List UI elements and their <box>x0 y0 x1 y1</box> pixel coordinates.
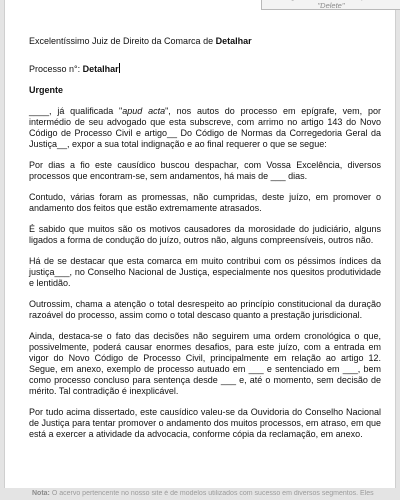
paragraph-5: Há de se destacar que esta comarca em muito contribui com os péssimos índices da justiça___, no Conselho Nacional de Justiça, especialmente nos quesitos produtividade e lentidão. <box>29 256 381 288</box>
paragraph-1 <box>29 106 381 150</box>
text-cursor <box>119 63 120 73</box>
paragraph-8: Por tudo acima dissertado, este causídico valeu-se da Ouvidoria do Conselho Nacional de Justiça para tentar promover o andamento dos muitos processos, em atraso, em que está a exercer a atividade da advocacia, conforme cópia da reclamação, em anexo. <box>29 407 381 439</box>
footer-note <box>32 490 392 497</box>
address-prefix: Excelentíssimo Juiz de Direito da Comarca de <box>29 36 216 46</box>
address-line <box>29 36 381 47</box>
process-placeholder[interactable]: Detalhar <box>82 64 119 74</box>
process-prefix: Processo n°: <box>29 64 83 74</box>
editor-comment-box <box>261 0 400 10</box>
document-body <box>29 36 381 450</box>
paragraph-7: Ainda, destaca-se o fato das decisões não seguirem uma ordem cronológica o que, possivelmente, poderá causar enormes desafios, para este juízo, com a entrada em vigor do Novo Código de Processo Civil, principalmente em relação ao artigo 12. Segue, em anexo, exemplo de processo autuado em ___ e sentenciado em ___, bem como processo concluso para sentença desde ___ e, até o momento, sem decisão de mérito. Tal contradição é inexplicável. <box>29 331 381 396</box>
urgent-heading: Urgente <box>29 85 64 95</box>
address-placeholder[interactable]: Detalhar <box>215 36 252 46</box>
process-line <box>29 63 381 75</box>
paragraph-6: Outrossim, chama a atenção o total desrespeito ao princípio constitucional da duração razoável do processo, assim como o total descaso quanto a prestação jurisdicional. <box>29 299 381 320</box>
note-label: Nota: <box>32 490 50 497</box>
paragraph-4: É sabido que muitos são os motivos causadores da morosidade do judiciário, alguns ligados a forma de condução do juízo, outros não, alguns compreensíveis, outros não. <box>29 224 381 245</box>
comment-line-2: "Delete" <box>317 1 345 10</box>
paragraph-1-end: ", nos autos do processo em epígrafe, vem, por intermédio de seu advogado que esta subscreve, com arrimo no artigo 143 do Novo Código de Processo Civil e artigo__ Do Código de Normas da Corregedoria Geral da Justiça__, expor a sua total indignação e ao final requerer o que se segue: <box>29 106 381 149</box>
paragraph-3: Contudo, várias foram as promessas, não cumpridas, deste juízo, em promover o andamento dos feitos que estão extremamente atrasados. <box>29 192 381 213</box>
paragraph-1-italic: apud acta <box>122 106 166 116</box>
paragraph-1-start: ____, já qualificada " <box>29 106 123 116</box>
document-page <box>4 0 396 488</box>
paragraph-2: Por dias a fio este causídico buscou despachar, com Vossa Excelência, diversos processos que encontram-se, sem andamentos, há mais de ___ dias. <box>29 160 381 181</box>
note-text: O acervo pertencente no nosso site é de modelos utilizados com sucesso em diversos segmentos. Eles <box>49 490 374 497</box>
